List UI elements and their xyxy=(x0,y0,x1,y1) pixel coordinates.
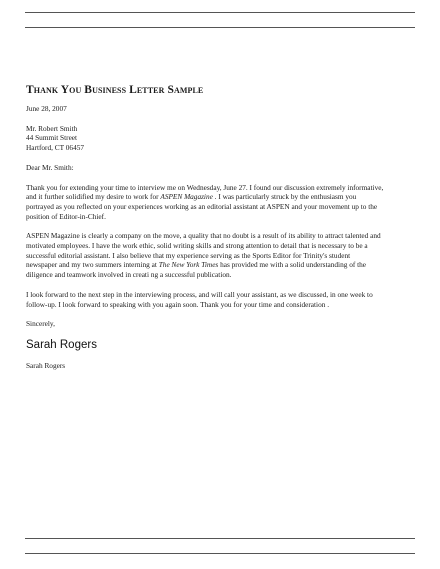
paragraph-3-line: follow-up. I look forward to speaking with you again soon. Thank you for your time and consideration . xyxy=(26,299,330,309)
letter-title: Thank You Business Letter Sample xyxy=(26,84,204,96)
letter-body xyxy=(26,84,414,381)
text-run: and it further solidified my desire to work for xyxy=(26,192,161,202)
paragraph-1-line: Thank you for extending your time to interview me on Wednesday, June 27. I found our discussion extremely informative, xyxy=(26,182,384,192)
paragraph-2-line: diligence and teamwork involved in creati ng a successful publication. xyxy=(26,270,232,280)
magazine-name: ASPEN Magazine xyxy=(160,192,213,202)
bottom-rule-2 xyxy=(25,553,415,554)
paragraph-2-line xyxy=(26,260,414,270)
bottom-rule-1 xyxy=(25,538,415,539)
top-rule-2 xyxy=(25,27,415,28)
text-run: newspaper and my two summers interning at xyxy=(26,260,159,270)
paragraph-3 xyxy=(26,290,414,309)
paragraph-2-line: successful editorial assistant. I also believe that my experience serving as the Sports Editor for Trinity's student xyxy=(26,250,351,260)
paragraph-3-line: I look forward to the next step in the interviewing process, and will call your assistant, as we discussed, in one week to xyxy=(26,289,373,299)
typed-name: Sarah Rogers xyxy=(26,360,66,370)
paragraph-2-line: ASPEN Magazine is clearly a company on the move, a quality that no doubt is a result of its ability to attract talented and xyxy=(26,231,381,241)
paragraph-1-line: portrayed as you reflected on your experiences working as an editorial assistant at ASPEN and your movement up to the xyxy=(26,201,378,211)
text-run: . I was particularly struck by the enthusiasm you xyxy=(212,192,357,202)
paragraph-1 xyxy=(26,183,414,222)
newspaper-name: The New York Times xyxy=(158,260,219,270)
top-rule-1 xyxy=(25,12,415,13)
paragraph-2-line: motivated employees. I have the work ethic, solid writing skills and strong attention to detail that is necessary to be a xyxy=(26,241,368,251)
recipient-name: Mr. Robert Smith xyxy=(26,123,78,133)
signature: Sarah Rogers xyxy=(26,338,97,351)
recipient-city: Hartford, CT 06457 xyxy=(26,143,85,153)
recipient-address xyxy=(26,124,414,153)
recipient-street: 44 Summit Street xyxy=(26,133,78,143)
paragraph-1-line xyxy=(26,192,414,202)
closing: Sincerely, xyxy=(26,319,55,329)
paragraph-2 xyxy=(26,231,414,280)
text-run: has provided me with a solid understanding of the xyxy=(218,260,367,270)
paragraph-1-line: position of Editor-in-Chief. xyxy=(26,211,106,221)
letter-date: June 28, 2007 xyxy=(26,104,67,113)
salutation: Dear Mr. Smith: xyxy=(26,162,74,172)
